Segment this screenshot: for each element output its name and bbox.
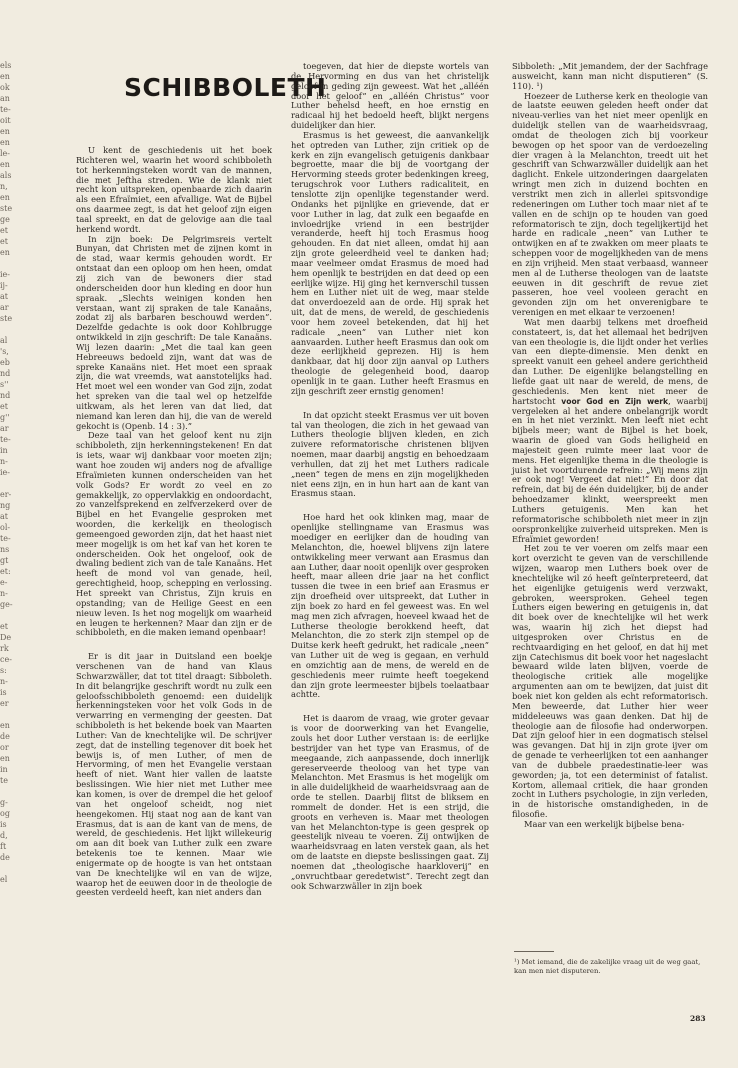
margin-fragment: er-: [0, 490, 12, 499]
margin-fragment: oit: [0, 116, 11, 125]
margin-fragment: [0, 863, 14, 874]
margin-fragment: ar: [0, 424, 9, 433]
margin-fragment: en: [0, 193, 10, 202]
margin-fragment: ste: [0, 204, 13, 213]
margin-fragment: de: [0, 732, 10, 741]
paragraph: Wat men daarbij telkens met droefheid constateert, is, dat het allemaal het bedrijven van een theologie is, die lijdt onder het verlies van een diepte-dimensie. Men denkt en spreekt vanuit een geheel andere gerichtheid dan Luther. De eigenlijke belangstelling en liefde gaat uit naar de wereld, de mens, de geschiedenis. Men kent niet meer de hartstocht voor God en Zijn werk, waarbij vergeleken al het andere onbelangrijk wordt en in het niet verzinkt. Men leeft niet echt bijbels meer; want de Bijbel is het boek, waarin de gloed van Gods heiligheid en majesteit geen ruimte meer laat voor de mens. Het eigenlijke thema in die theologie is juist het voortdurende refrein: „Wij mens zijn er ook nog! Vergeet dat niet!” En door dat refrein, dat bij de één duidelijker, bij de ander behoedzamer klinkt, weerspreekt men Luthers getuigenis. Men kan het reformatorische schibboleth niet meer in zijn oorspronkelijke zuiverheid uitspreken. Men is Efraïmiet geworden!: [512, 316, 708, 544]
margin-fragment: in: [0, 446, 8, 455]
margin-fragment: en: [0, 248, 10, 257]
margin-fragment: als: [0, 171, 12, 180]
margin-fragment: n,: [0, 182, 8, 191]
margin-fragment: nd: [0, 369, 11, 378]
margin-fragment: ij-: [0, 281, 8, 290]
margin-fragment: rk: [0, 644, 9, 653]
margin-fragment: en: [0, 754, 10, 763]
margin-fragment: te-: [0, 435, 11, 444]
margin-fragment: ge: [0, 215, 10, 224]
paragraph: U kent de geschiedenis uit het boek Richteren wel, waarin het woord schibboleth tot herkenningsteken wordt van de mannen, die met Jeftha streden. Wie de klank niet recht kon uitspreken, openbaarde zich daarin als een Efraïmiet, een afvallige. Wat de Bijbel ons daarmee zegt, is dat het geloof zijn eigen taal spreekt, en dat de gelovige aan die taal herkend wordt.: [76, 145, 272, 234]
margin-fragment: g-: [0, 798, 8, 807]
margin-fragment: d,: [0, 831, 8, 840]
margin-fragment: de: [0, 853, 10, 862]
margin-fragment: et: [0, 226, 8, 235]
margin-fragment: n-: [0, 457, 8, 466]
margin-fragment: at: [0, 512, 8, 521]
margin-fragment: 's,: [0, 347, 9, 356]
margin-fragment: n-: [0, 677, 8, 686]
margin-fragment: en: [0, 72, 10, 81]
margin-fragment: els: [0, 61, 12, 70]
margin-fragment: or: [0, 743, 9, 752]
margin-fragment: [0, 324, 14, 335]
margin-fragment: al: [0, 336, 8, 345]
margin-fragment: ce-: [0, 655, 12, 664]
margin-fragment: is: [0, 820, 7, 829]
margin-fragment: ie-: [0, 270, 10, 279]
margin-fragment: et: [0, 622, 8, 631]
margin-fragment: [0, 786, 14, 797]
margin-fragment: at: [0, 292, 8, 301]
margin-fragment: [0, 258, 14, 269]
margin-fragment: gt: [0, 556, 9, 565]
margin-fragment: en: [0, 138, 10, 147]
margin-fragment: g'': [0, 413, 10, 422]
margin-fragment: ol-: [0, 523, 11, 532]
paragraph: Deze taal van het geloof kent nu zijn schibboleth, zijn herkenningstekenen! En dat is iets, waar wij dankbaar voor moeten zijn; want hoe zouden wij anders nog de afvallige Efraïmieten kunnen onderscheiden van het volk Gods? Er wordt zo veel en zo gemakkelijk, zo oppervlakkig en ondoordacht, zo vanzelfsprekend en zelfverzekerd over de Bijbel en het Evangelie gesproken met woorden, die kerkelijk en theologisch gemeengoed geworden zijn, dat het haast niet meer mogelijk is om het kaf van het koren te onderscheiden. Ook het ongeloof, ook de dwaling bedient zich van de tale Kanaäns. Het heeft de mond vol van genade, heil, gerechtigheid, hoop, schepping en verlossing. Het spreekt van Christus, Zijn kruis en opstanding; van de Heilige Geest en een nieuw leven. Is het nog mogelijk om waarheid en leugen te herkennen? Maar dan zijn er de schibboleth, en die maken iemand openbaar!: [76, 430, 272, 638]
margin-fragment: De: [0, 633, 12, 642]
paragraph: Het is daarom de vraag, wie groter gevaar is voor de doorwerking van het Evangelie, zouls het door Luther verstaan is: de eerlijke bestrijder van het type van Erasmus, of de meegaande, zich aanpassende, doch innerlijk gereserveerde theoloog van het type van Melanchton. Met Erasmus is het mogelijk om in alle duidelijkheid de waarheidsvraag aan de orde te stellen. Daarbij flitst de bliksem en rommelt de donder. Het is een strijd, die groots en verheven is. Maar met theologen van het Melanchton-type is geen gesprek op geestelijk niveau te voeren. Zij ontwijken de waarheidsvraag en laten verstek gaan, als het om de laatste en diepste beslissingen gaat. Zij noemen dat „theologische haarkloverij” en „onvruchtbaar geredetwist”. Terecht zegt dan ook Schwarzwäller in zijn boek: [291, 713, 489, 891]
margin-fragment: et: [0, 402, 8, 411]
text-column-3: [512, 61, 708, 829]
margin-fragment: er: [0, 699, 9, 708]
margin-fragment: ar: [0, 303, 9, 312]
paragraph: In dat opzicht steekt Erasmus ver uit boven tal van theologen, die zich in het gewaad van Luthers theologie blijven kleden, en zich zuivere reformatorische christenen blijven noemen, maar daarbij angstig en behoedzaam verhullen, dat zij het met Luthers radicale „neen” tegen de mens en zijn mogelijkheden niet eens zijn, en in hun hart aan de kant van Erasmus staan.: [291, 409, 489, 499]
adjacent-page-margin: [0, 60, 14, 940]
footnote-divider: [514, 951, 554, 952]
paragraph: Erasmus is het geweest, die aanvankelijk het optreden van Luther, zijn critiek op de kerk en zijn evangelisch getuigenis dankbaar begroette, maar die bij de voortgang der Hervorming steeds groter bedenkingen kreeg, terugschrok voor Luthers radicaliteit, en tenslotte zijn openlijke tegenstander werd. Ondanks het pijnlijke en grievende, dat er voor Luther in lag, dat zulk een begaafde en invloedrijke vriend in een bestrijder veranderde, heeft hij toch Erasmus hoog gehouden. En dat niet alleen, omdat hij aan zijn grote geleerdheid veel te danken had; maar veelmeer omdat Erasmus de moed had hem openlijk te bestrijden en dat deed op een eerlijke wijze. Hij ging het kernverschil tussen hem en Luther niet uit de weg, maar stelde dat onverdoezeld aan de orde. Hij sprak het uit, dat de mens, de wereld, de geschiedenis voor hem zoveel betekenden, dat hij het radicale „neen” van Luther niet kon aanvaarden. Luther heeft Erasmus dan ook om deze eerlijkheid geprezen. Hij is hem dankbaar, dat hij door zijn aanval op Luthers theologie de gelegenheid bood, daarop openlijk in te gaan. Luther heeft Erasmus en zijn geschrift zeer ernstig genomen!: [291, 129, 489, 396]
margin-fragment: en: [0, 721, 10, 730]
margin-fragment: te: [0, 776, 8, 785]
margin-fragment: te-: [0, 105, 11, 114]
text-column-2: [291, 62, 489, 952]
margin-fragment: ge-: [0, 600, 13, 609]
paragraph: Hoezeer de Lutherse kerk en theologie van de laatste eeuwen geleden heeft onder dat niveau-verlies van het niet meer openlijk en duidelijk stellen van de waarheidsvraag, omdat de theologen zich bij voorkeur bewogen op het spoor van de verdoezeling dier vragen à la Melanchton, treedt uit het geschrift van Schwarzwäller duidelijk aan het daglicht. Enkele uitzonderingen daargelaten wringt men zich in duizend bochten en verstrikt men zich in allerlei spitsvondige redeneringen om Luther toch maar niet af te vallen en de schijn op te houden van goed reformatorisch te zijn, doch tegelijkertijd het harde en radicale „neen” van Luther te ontwijken en af te zwakken om meer plaats te scheppen voor de mogelijkheden van de mens en zijn vrijheid. Men staat verbaasd, wanneer men al de Lutherse theologen van de laatste eeuwen in dit geschrift de revue ziet passeren, hoe veel vooleen geracht en gevonden zijn om het onverenigbare te verenigen en met elkaar te verzoenen!: [512, 90, 708, 318]
footnote: ¹) Met iemand, die de zakelijke vraag uit de weg gaat, kan men niet disputeren.: [514, 958, 701, 975]
margin-fragment: ie-: [0, 468, 10, 477]
margin-fragment: el: [0, 875, 8, 884]
paragraph: Hoe hard het ook klinken mag, maar de openlijke stellingname van Erasmus was moediger en eerlijker dan de houding van Melanchton, die, hoewel blijvens zijn latere ontwikkeling meer verwant aan Erasmus dan aan Luther, daar nooit openlijk over gesproken heeft, maar alleen drie jaar na het conflict tussen die twee in een brief aan Erasmus er zijn droefheid over uitspreekt, dat Luther in zijn boek zo hard en fel geweest was. En wel mag men zich afvragen, hoeveel kwaad het de Lutherse theologie berokkend heeft, dat Melanchton, die zo sterk zijn stempel op de Duitse kerk heeft gedrukt, het radicale „neen” van Luther uit de weg is gegaan, en verhuld en omzichtig aan de mens, de wereld en de geschiedenis meer ruimte heeft toegekend dan zijn grote leermeester bijbels toelaatbaar achtte.: [291, 512, 489, 700]
margin-fragment: nd: [0, 391, 11, 400]
margin-fragment: n-: [0, 589, 8, 598]
margin-fragment: te-: [0, 534, 11, 543]
paragraph: Het zou te ver voeren om zelfs maar een kort overzicht te geven van de verschillende wijzen, waarop men Luthers boek over de knechtelijke wil zó heeft geïnterpreteerd, dat het eigenlijke getuigenis werd verzwakt, gebroken, weersproken. Geheel tegen Luthers eigen bewering en getuigenis in, dat dit boek over de knechtelijke wil het werk was, waarin hij zich het diepst had uitgesproken over Christus en de rechtvaardiging en het geloof, en dat hij met zijn Catechismus dit boek voor het nageslacht bewaard wilde laten blijven, voerde de theologische critiek alle mogelijke argumenten aan om te bewijzen, dat juist dit boek niet kon gelden als echt reformatorisch. Men beweerde, dat Luther hier weer middeleeuws was gaan denken. Dat hij de theologie aan de filosofie had onderworpen. Dat zijn geloof hier in een dogmatisch stelsel was gevangen. Dat hij in zijn grote ijver om de genade te verheerlijken tot een aanhanger van de dubbele praedestinatie-leer was geworden; ja, tot een determinist of fatalist. Kortom, allemaal critiek, die haar gronden zocht in Luthers psychologie, in zijn verleden, in de historische omstandigheden, in de filosofie.: [512, 543, 708, 820]
margin-fragment: et:: [0, 567, 11, 576]
margin-fragment: is: [0, 688, 7, 697]
margin-fragment: en: [0, 160, 10, 169]
margin-fragment: ft: [0, 842, 7, 851]
page-number: 283: [690, 1014, 706, 1023]
margin-fragment: ok: [0, 83, 10, 92]
margin-fragment: [0, 709, 14, 720]
paragraph: Maar van een werkelijk bijbelse bena-: [524, 818, 685, 829]
margin-fragment: ng: [0, 501, 11, 510]
margin-fragment: in: [0, 765, 8, 774]
margin-fragment: og: [0, 809, 10, 818]
margin-fragment: ste: [0, 314, 13, 323]
margin-fragment: ns: [0, 545, 10, 554]
paragraph: toegeven, dat hier de diepste wortels van de Hervorming en dus van het christelijk geloof in geding zijn geweest. Wat het „alléén door het geloof” en „alléén Christus” voor Luther behelsd heeft, en hoe ernstig en radicaal hij het bedoeld heeft, blijkt nergens duidelijker dan hier.: [291, 61, 489, 131]
article-title: SCHIBBOLETH: [124, 73, 327, 102]
margin-fragment: en: [0, 127, 10, 136]
paragraph: Er is dit jaar in Duitsland een boekje verschenen van de hand van Klaus Schwarzwäller, dat tot titel draagt: Sibboleth. In dit belangrijke geschrift wordt nu zulk een geloofsschibboleth genoemd: een duidelijk herkenningsteken voor het volk Gods in de verwarring en vermenging der geesten. Dat schibboleth is het bekende boek van Maarten Luther: Van de knechtelijke wil. De schrijver zegt, dat de instelling tegenover dit boek het bewijs is, of men Luther, of men de Hervorming, of men het Evangelie verstaan heeft of niet. Want hier vallen de laatste beslissingen. Wie hier niet met Luther mee kan komen, is over de drempel die het geloof van het ongeloof scheidt, nog niet heengekomen. Hij staat nog aan de kant van Erasmus, dat is aan de kant van de mens, de wereld, de geschiedenis. Het lijkt willekeurig om aan dit boek van Luther zulk een zware betekenis toe te kennen. Maar wie enigermate op de hoogte is van het ontstaan van De knechtelijke wil en van de wijze, waarop het de eeuwen door in de theologie de geesten verdeeld heeft, kan niet anders dan: [76, 651, 272, 898]
margin-fragment: [0, 610, 14, 621]
margin-fragment: e-: [0, 578, 8, 587]
margin-fragment: et: [0, 237, 8, 246]
paragraph: In zijn boek: De Pelgrimsreis vertelt Bunyan, dat Christen met de zijnen komt in de stad, waar kermis gehouden wordt. Er ontstaat dan een oploop om hen heen, omdat zij zich van de bewoners dier stad onderscheiden door hun kleding en door hun spraak. „Slechts weinigen konden hen verstaan, want zij spraken de tale Kanaäns, zodat zij als barbaren beschouwd werden”. Dezelfde gedachte is ook door Kohlbrugge ontwikkeld in zijn geschrift: De tale Kanaäns. Wij lezen daarin: „Met die taal kan geen Hebreeuws bedoeld zijn, want dat was de spreke Kanaäns niet. Het moet een spraak zijn, die wat vreemds, wat aanstotelijks had. Het moet wel een wonder van God zijn, zodat het spreken van die taal wel op hetzelfde uitkwam, als het leren van dat lied, dat niemand kan leren dan hij, die van de wereld gekocht is (Openb. 14 : 3).”: [76, 233, 272, 431]
margin-fragment: [0, 478, 14, 489]
paragraph: Sibboleth: „Mit jemandem, der der Sachfrage ausweicht, kann man nicht disputieren” (S. 110). ¹): [512, 61, 708, 91]
margin-fragment: s:: [0, 666, 7, 675]
margin-fragment: an: [0, 94, 10, 103]
bold-phrase: voor God en Zijn werk: [561, 396, 669, 406]
margin-fragment: eb: [0, 358, 10, 367]
margin-fragment: le-: [0, 149, 10, 158]
text-column-1: [76, 146, 272, 956]
margin-fragment: s'': [0, 380, 9, 389]
